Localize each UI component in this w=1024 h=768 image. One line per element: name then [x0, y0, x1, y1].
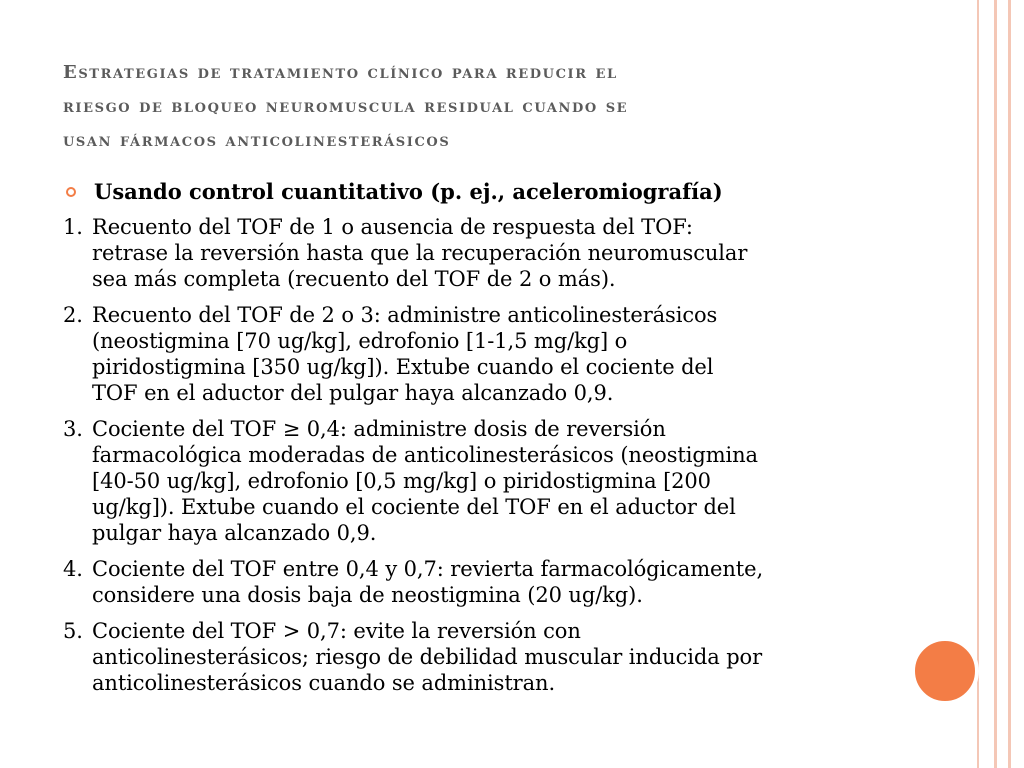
list-item-number: 3.	[63, 417, 83, 441]
decorative-line	[1008, 0, 1011, 768]
list-item-line: [40-50 ug/kg], edrofonio [0,5 mg/kg] o piridostigmina [200	[92, 469, 711, 493]
list-item-number: 2.	[63, 303, 83, 327]
list-item-line: Recuento del TOF de 1 o ausencia de respuesta del TOF:	[92, 215, 693, 239]
list-item-3	[63, 416, 893, 546]
list-item-4	[63, 556, 893, 608]
decorative-line	[977, 0, 979, 768]
bullet-heading	[63, 178, 893, 206]
list-item-line: piridostigmina [350 ug/kg]). Extube cuando el cociente del	[92, 355, 714, 379]
bullet-heading-text: Usando control cuantitativo (p. ej., aceleromiografía)	[94, 179, 723, 204]
list-item-line: Recuento del TOF de 2 o 3: administre anticolinesterásicos	[92, 303, 718, 327]
list-item-line: (neostigmina [70 ug/kg], edrofonio [1-1,5 mg/kg] o	[92, 329, 628, 353]
title-line-2: riesgo de bloqueo neuromuscula residual cuando se	[63, 96, 629, 117]
decorative-circle	[914, 640, 976, 702]
decorative-line	[994, 0, 997, 768]
list-item-line: anticolinesterásicos; riesgo de debilidad muscular inducida por	[92, 645, 763, 669]
list-item-line: Cociente del TOF > 0,7: evite la reversión con	[92, 619, 581, 643]
list-item-line: sea más completa (recuento del TOF de 2 o más).	[92, 267, 616, 291]
list-item-line: Cociente del TOF ≥ 0,4: administre dosis de reversión	[92, 417, 666, 441]
list-item-line: ug/kg]). Extube cuando el cociente del TOF en el aductor del	[92, 495, 736, 519]
bullet-circle-icon	[66, 187, 76, 197]
title-line-3: usan fármacos anticolinesterásicos	[63, 130, 451, 151]
slide-title	[63, 56, 903, 158]
list-item-line: Cociente del TOF entre 0,4 y 0,7: revierta farmacológicamente,	[92, 557, 764, 581]
list-item-line: retrase la reversión hasta que la recuperación neuromuscular	[92, 241, 748, 265]
list-item-1	[63, 214, 893, 292]
list-item-line: pulgar haya alcanzado 0,9.	[92, 521, 377, 545]
list-item-number: 4.	[63, 557, 83, 581]
list-item-2	[63, 302, 893, 406]
list-item-line: TOF en el aductor del pulgar haya alcanzado 0,9.	[92, 381, 614, 405]
list-item-line: anticolinesterásicos cuando se administran.	[92, 671, 556, 695]
slide-content	[63, 178, 893, 706]
list-item-line: farmacológica moderadas de anticolinesterásicos (neostigmina	[92, 443, 758, 467]
title-line-1: Estrategias de tratamiento clínico para reducir el	[63, 62, 618, 83]
list-item-line: considere una dosis baja de neostigmina (20 ug/kg).	[92, 583, 643, 607]
list-item-number: 1.	[63, 215, 83, 239]
list-item-5	[63, 618, 893, 696]
list-item-number: 5.	[63, 619, 83, 643]
